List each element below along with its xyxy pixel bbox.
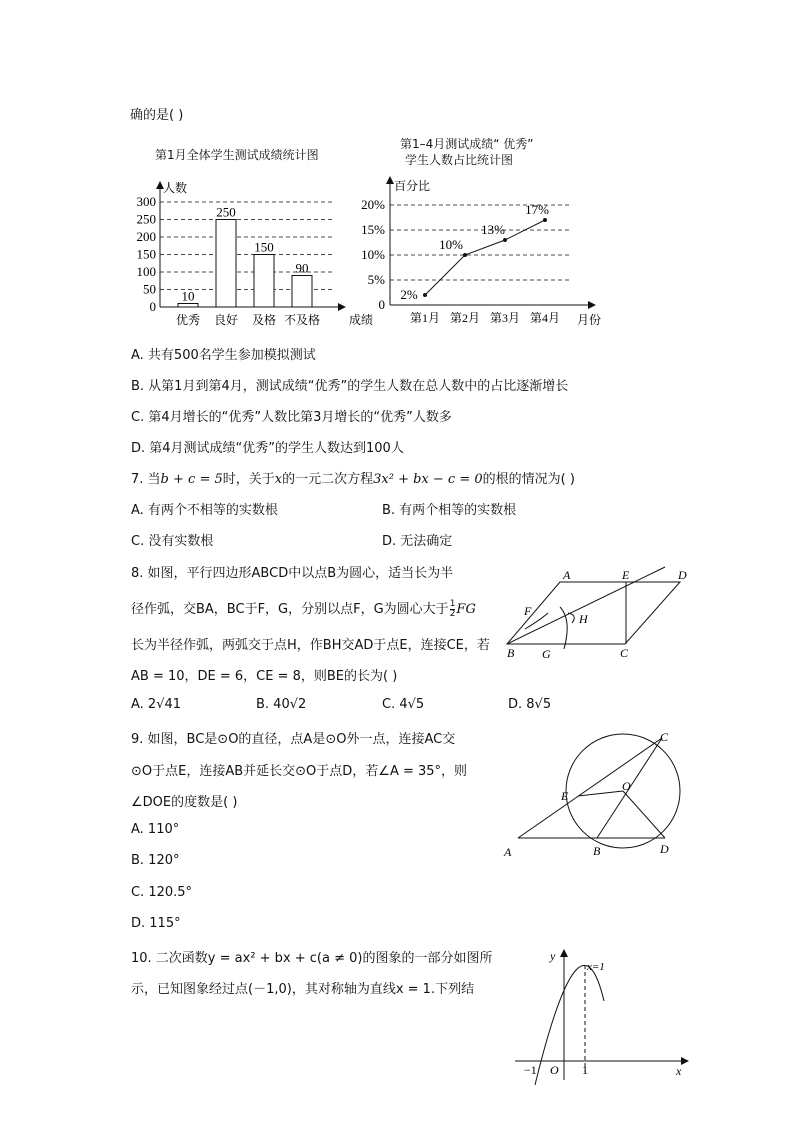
label-a: A <box>563 568 571 582</box>
label-b: B <box>507 646 515 660</box>
label-x: x <box>676 1064 682 1078</box>
q6-option-d: D. 第4月测试成绩“优秀”的学生人数达到100人 <box>131 441 404 456</box>
q9-option-a: A. 110° <box>131 822 180 837</box>
data-point <box>543 218 547 222</box>
y-tick-label: 10% <box>361 247 385 262</box>
q8-line2-fg: FG <box>456 602 476 617</box>
x-axis-label: 成绩 <box>349 313 374 327</box>
label-b: B <box>593 844 601 858</box>
q6-option-a: A. 共有500名学生参加模拟测试 <box>131 348 316 363</box>
bar-data-label: 90 <box>295 260 309 276</box>
circle-figure <box>500 728 690 858</box>
point-data-label: 10% <box>439 237 463 252</box>
q7-equation: 3x² + bx − c = 0 <box>373 472 483 487</box>
point-data-label: 13% <box>481 222 505 237</box>
label-y: y <box>550 949 556 963</box>
q7-condition: b + c = 5 <box>160 472 223 487</box>
q8-option-a: A. 2√41 <box>131 697 182 712</box>
y-tick-label: 20% <box>361 197 385 212</box>
q7-suffix: 的根的情况为( ) <box>482 472 575 487</box>
label-neg-one: −1 <box>524 1063 537 1077</box>
x-category-label: 优秀 <box>175 313 201 327</box>
arc-bg <box>560 607 567 649</box>
q7-mid: 时，关于 <box>222 472 275 487</box>
bar <box>292 276 312 308</box>
label-h: H <box>579 612 588 626</box>
q8-line2 <box>131 598 476 619</box>
q8-option-c: C. 4√5 <box>382 697 425 712</box>
data-point <box>423 293 427 297</box>
y-tick-zero: 0 <box>149 299 156 314</box>
parallelogram-figure <box>500 565 687 665</box>
label-one: 1 <box>582 1063 588 1077</box>
label-c: C <box>660 730 669 744</box>
q8-line1: 8. 如图，平行四边形ABCD中以点B为圆心，适当长为半 <box>131 566 454 581</box>
q7-mid2: 的一元二次方程 <box>282 472 374 487</box>
y-tick-label: 100 <box>136 264 156 279</box>
x-category-label: 不及格 <box>283 313 321 327</box>
bar <box>254 255 274 308</box>
q8-line2-text: 径作弧，交BA，BC于F，G，分别以点F，G为圆心大于 <box>131 602 449 617</box>
bar-data-label: 10 <box>181 288 195 304</box>
label-f: F <box>524 604 532 618</box>
q10-line2: 示，已知图象经过点(－1,0)，其对称轴为直线x = 1.下列结 <box>131 982 475 997</box>
parallelogram-abcd <box>507 582 680 644</box>
y-tick-label: 300 <box>136 194 156 209</box>
q9-option-b: B. 120° <box>131 853 180 868</box>
x-category-label: 及格 <box>251 313 277 327</box>
q8-fraction <box>450 600 456 619</box>
y-tick-label: 15% <box>361 222 385 237</box>
q7-option-a: A. 有两个不相等的实数根 <box>131 503 278 518</box>
q7-stem <box>131 468 575 487</box>
y-tick-label: 150 <box>136 246 156 262</box>
y-tick-label: 50 <box>143 281 156 297</box>
y-tick-label: 5% <box>367 272 385 287</box>
label-e: E <box>561 789 569 803</box>
q7-variable: x <box>274 472 283 487</box>
q6-option-b: B. 从第1月到第4月，测试成绩“优秀”的学生人数在总人数中的占比逐渐增长 <box>131 379 569 394</box>
arc-h <box>568 613 574 623</box>
q9-option-c: C. 120.5° <box>131 885 193 900</box>
q10-line1: 10. 二次函数y = ax² + bx + c(a ≠ 0)的图象的一部分如图所 <box>131 951 493 966</box>
q8-option-d: D. 8√5 <box>508 697 552 712</box>
y-tick-label: 200 <box>136 229 156 244</box>
q9-line2: ⊙O于点E，连接AB并延长交⊙O于点D，若∠A = 35°，则 <box>131 764 468 779</box>
chart1-title: 第1月全体学生测试成绩统计图 <box>155 148 319 162</box>
q7-option-c: C. 没有实数根 <box>131 534 214 549</box>
label-c: C <box>620 646 629 660</box>
bar-data-label: 250 <box>216 204 236 220</box>
q6-option-c: C. 第4月增长的“优秀”人数比第3月增长的“优秀”人数多 <box>131 410 452 425</box>
bar-data-label: 150 <box>254 239 274 255</box>
y-tick-label: 0 <box>378 297 385 312</box>
q8-frac-den: 2 <box>449 609 456 619</box>
x-category-label: 良好 <box>213 313 239 327</box>
x-axis-label: 月份 <box>577 313 602 327</box>
q9-line1: 9. 如图，BC是⊙O的直径，点A是⊙O外一点，连接AC交 <box>131 732 456 747</box>
label-e: E <box>622 568 630 582</box>
label-d: D <box>678 568 687 582</box>
q7-option-b: B. 有两个相等的实数根 <box>382 503 517 518</box>
y-axis-label: 人数 <box>163 181 188 195</box>
label-origin: O <box>550 1063 559 1077</box>
question-continuation: 确的是( ) <box>130 108 184 123</box>
q9-line3: ∠DOE的度数是( ) <box>131 795 238 810</box>
label-g: G <box>542 647 551 661</box>
label-symmetry: x=1 <box>587 961 605 973</box>
q8-line3: 长为半径作弧，两弧交于点H，作BH交AD于点E，连接CE，若 <box>131 638 490 653</box>
data-point <box>463 253 467 257</box>
bar-chart <box>130 172 385 332</box>
x-category-label: 第2月 <box>449 311 481 325</box>
q9-option-d: D. 115° <box>131 916 181 931</box>
y-axis-label: 百分比 <box>394 179 431 193</box>
bar <box>216 220 236 308</box>
bar <box>178 304 198 308</box>
label-o: O <box>622 779 631 793</box>
data-point <box>503 238 507 242</box>
y-tick-label: 250 <box>136 211 156 227</box>
point-data-label: 17% <box>525 202 549 217</box>
q7-prefix: 7. 当 <box>131 472 161 487</box>
line-od <box>623 791 665 838</box>
q8-option-b: B. 40√2 <box>256 697 307 712</box>
q8-line4: AB = 10，DE = 6，CE = 8，则BE的长为( ) <box>131 669 398 684</box>
x-category-label: 第3月 <box>489 311 521 325</box>
chart2-title-line2: 学生人数占比统计图 <box>405 153 514 167</box>
line-ac <box>518 738 662 838</box>
parabola-figure <box>510 940 700 1085</box>
parabola-curve <box>535 965 604 1085</box>
label-a: A <box>504 845 512 859</box>
x-category-label: 第1月 <box>409 311 441 325</box>
q8-frac-num: 1 <box>449 599 456 609</box>
q7-option-d: D. 无法确定 <box>382 534 453 549</box>
point-data-label: 2% <box>400 287 418 302</box>
chart2-title-line1: 第1–4月测试成绩“ 优秀” <box>400 137 534 151</box>
label-d: D <box>660 842 669 856</box>
x-category-label: 第4月 <box>529 311 561 325</box>
